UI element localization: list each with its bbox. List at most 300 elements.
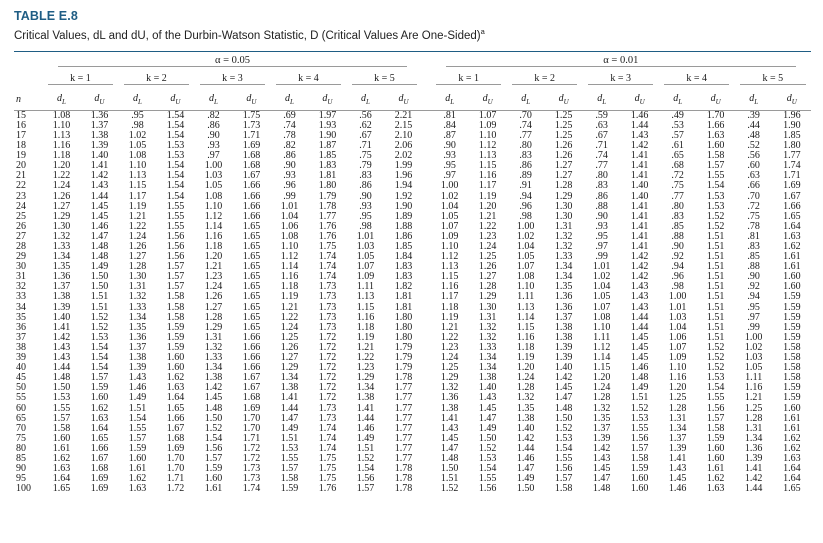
critical-value-cell: 1.45 [440,432,459,444]
k-spacer [14,69,42,89]
row-gap [423,191,431,201]
critical-value-cell: 1.27 [204,301,223,313]
critical-value-cell: 1.05 [204,180,223,192]
critical-value-cell: 1.73 [318,301,337,313]
critical-value-cell: 1.26 [280,341,299,353]
row-gap [423,292,431,302]
critical-value-cell: .61 [671,140,684,152]
critical-value-cell: 1.69 [90,473,109,485]
critical-value-cell: 1.44 [516,442,535,454]
critical-value-cell: .67 [359,129,372,141]
critical-value-cell: .49 [671,109,684,121]
critical-value-cell: 1.41 [630,241,649,252]
critical-value-cell: 1.43 [440,422,459,434]
critical-value-cell: 1.28 [744,412,763,424]
critical-value-cell: 1.89 [394,210,413,222]
critical-value-cell: .75 [671,180,684,192]
critical-value-cell: 1.25 [554,119,573,131]
critical-value-cell: 1.42 [630,261,649,273]
critical-value-cell: 1.94 [394,180,413,192]
row-gap [423,282,431,292]
critical-value-cell: 1.33 [554,251,573,263]
critical-value-cell: 1.65 [242,251,261,263]
critical-value-cell: 1.58 [52,422,71,434]
critical-value-cell: 1.39 [128,362,147,374]
k-label: k = 3 [200,73,265,85]
row-gap [423,110,431,121]
critical-value-cell: 1.24 [128,230,147,242]
critical-value-cell: 1.24 [478,241,497,252]
critical-value-cell: 1.55 [630,422,649,434]
critical-value-cell: 1.90 [394,200,413,212]
critical-value-cell: 2.06 [394,140,413,152]
critical-value-cell: 1.77 [783,150,801,162]
critical-value-cell: 1.31 [204,331,223,343]
table-body [14,110,811,494]
critical-value-cell: 1.65 [90,432,109,444]
critical-value-cell: 1.54 [706,382,725,394]
row-gap [423,141,431,151]
critical-value-cell: 1.80 [394,331,413,343]
du-header: $d_U$ [482,93,493,107]
critical-value-cell: 1.36 [52,271,71,283]
critical-value-cell: 1.13 [52,129,71,141]
row-gap [423,373,431,383]
critical-value-cell: 1.81 [318,170,337,182]
critical-value-cell: 1.64 [166,392,185,404]
critical-value-cell: 1.18 [440,301,459,313]
critical-value-cell: 1.58 [166,311,185,323]
dl-header: $d_L$ [445,93,455,107]
table-caption [14,27,811,42]
critical-value-cell: 1.53 [706,200,725,212]
critical-value-cell: 1.42 [554,372,573,384]
critical-value-cell: 1.12 [440,251,459,263]
critical-value-cell: 1.44 [52,362,71,374]
critical-value-cell: 1.28 [478,281,497,293]
critical-value-cell: 1.35 [592,412,611,424]
critical-value-cell: 1.45 [592,463,611,475]
critical-value-cell: 1.39 [554,341,573,353]
critical-value-cell: 1.52 [706,352,725,364]
critical-value-cell: 2.21 [394,109,413,121]
row-gap [423,363,431,373]
k-label: k = 4 [664,73,729,85]
critical-value-cell: 1.48 [554,402,573,414]
critical-value-cell: 1.38 [516,412,535,424]
critical-value-cell: 1.35 [128,321,147,333]
critical-value-cell: .97 [595,241,608,252]
critical-value-cell: 1.44 [356,412,375,424]
critical-value-cell: 1.24 [52,180,71,192]
critical-value-cell: 1.20 [478,200,497,212]
critical-value-cell: 1.10 [128,160,147,172]
critical-value-cell: 1.65 [242,301,261,313]
critical-value-cell: 1.36 [554,301,573,313]
critical-value-cell: 1.44 [630,119,649,131]
critical-value-cell: 1.61 [128,463,147,475]
critical-value-cell: 1.69 [242,402,261,414]
critical-value-cell: 1.66 [242,200,261,212]
critical-value-cell: 1.11 [593,331,611,343]
critical-value-cell: 1.60 [783,271,801,283]
critical-value-cell: 1.58 [783,362,801,374]
critical-value-cell: 1.54 [166,170,185,182]
critical-value-cell: 1.56 [166,241,185,252]
critical-value-cell: 1.32 [478,331,497,343]
sample-size-cell: 40 [16,362,26,374]
critical-value-cell: 1.74 [318,422,337,434]
critical-value-cell: 1.62 [783,442,801,454]
critical-value-cell: 1.37 [668,432,687,444]
row-gap [423,313,431,323]
critical-value-cell: 1.52 [630,402,649,414]
critical-value-cell: 1.40 [478,382,497,394]
critical-value-cell: 1.30 [52,220,71,232]
du-header: $d_U$ [322,93,333,107]
critical-value-cell: .72 [747,200,760,212]
critical-value-cell: 1.22 [478,220,497,232]
k-gap [423,69,431,89]
critical-value-cell: 1.58 [783,341,801,353]
critical-value-cell: 1.15 [592,362,611,374]
critical-value-cell: 1.04 [516,241,535,252]
critical-value-cell: 1.41 [630,220,649,232]
critical-value-cell: 1.66 [90,442,109,454]
critical-value-cell: 1.71 [783,170,801,182]
critical-value-cell: .95 [595,230,608,242]
critical-value-cell: 1.60 [166,362,185,374]
critical-value-cell: 1.42 [592,442,611,454]
critical-value-cell: 1.51 [706,291,725,303]
du-header: $d_U$ [246,93,257,107]
critical-value-cell: 1.07 [478,109,497,121]
critical-value-cell: 1.45 [630,352,649,364]
critical-value-cell: 1.62 [783,241,801,252]
du-header: $d_U$ [558,93,569,107]
critical-value-cell: 1.53 [280,442,299,454]
critical-value-cell: 1.29 [440,372,459,384]
critical-value-cell: 1.15 [478,160,497,172]
critical-value-cell: 1.06 [668,331,687,343]
critical-value-cell: 1.48 [90,241,109,252]
critical-value-cell: 1.77 [394,412,413,424]
critical-value-cell: 1.29 [204,321,223,333]
critical-value-cell: 1.08 [280,230,299,242]
sample-size-cell: 75 [16,432,26,444]
critical-value-cell: 1.60 [166,352,185,364]
critical-value-cell: 1.77 [394,402,413,414]
critical-value-cell: .62 [359,119,372,131]
critical-value-cell: 1.62 [52,452,71,464]
critical-value-cell: 1.78 [394,372,413,384]
critical-value-cell: 1.73 [318,281,337,293]
critical-value-cell: 1.53 [90,331,109,343]
critical-value-cell: 1.61 [52,442,71,454]
sample-size-cell: 50 [16,382,26,394]
du-header: $d_U$ [786,93,797,107]
critical-value-cell: 1.35 [516,402,535,414]
critical-value-cell: 1.16 [516,331,535,343]
sample-size-cell: 95 [16,473,26,485]
critical-value-cell: 1.28 [204,311,223,323]
critical-value-cell: 1.08 [516,271,535,283]
critical-value-cell: 1.43 [592,452,611,464]
critical-value-cell: 1.34 [52,251,71,263]
critical-value-cell: 1.54 [128,412,147,424]
row-gap [423,212,431,222]
critical-value-cell: 1.32 [128,291,147,303]
row-gap [423,403,431,413]
critical-value-cell: 1.70 [166,463,185,475]
critical-value-cell: 1.59 [166,321,185,333]
critical-value-cell: 2.15 [394,119,413,131]
critical-value-cell: 1.25 [440,362,459,374]
critical-value-cell: 1.02 [440,190,459,202]
critical-value-cell: .90 [671,241,684,252]
critical-value-cell: 1.53 [706,372,725,384]
critical-value-cell: 1.41 [440,412,459,424]
critical-value-cell: 1.01 [356,230,375,242]
critical-value-cell: 1.42 [516,432,535,444]
critical-value-cell: .97 [747,311,760,323]
critical-value-cell: 1.18 [204,241,223,252]
critical-value-cell: 1.18 [52,150,71,162]
critical-value-cell: 1.38 [52,291,71,303]
critical-value-cell: 1.45 [554,382,573,394]
critical-value-cell: 1.22 [128,220,147,232]
critical-value-cell: 1.16 [478,170,497,182]
critical-value-cell: 1.35 [554,281,573,293]
critical-value-cell: 1.21 [204,261,223,273]
critical-value-cell: 1.19 [280,291,299,303]
critical-value-cell: 1.75 [318,473,337,485]
critical-value-cell: 1.24 [440,352,459,364]
dl-header: $d_L$ [57,93,66,107]
critical-value-cell: 1.56 [630,432,649,444]
critical-value-cell: 1.47 [592,473,611,485]
critical-value-cell: 1.65 [242,311,261,323]
row-gap [423,272,431,282]
critical-value-cell: 1.63 [706,129,725,141]
caption-footnote-marker: a [480,27,485,36]
critical-value-cell: 1.58 [554,483,573,495]
critical-value-cell: .88 [595,200,608,212]
critical-value-cell: 1.79 [394,352,413,364]
critical-value-cell: 1.81 [394,301,413,313]
critical-value-cell: 1.60 [630,473,649,485]
critical-value-cell: 1.44 [744,483,763,495]
critical-value-cell: 1.31 [128,281,147,293]
critical-value-cell: 1.59 [706,432,725,444]
critical-value-cell: 1.21 [128,210,147,222]
critical-value-cell: 1.52 [356,452,375,464]
sample-size-cell: 39 [16,352,26,364]
k-header-cell [507,69,583,89]
critical-value-cell: 1.66 [706,119,725,131]
critical-value-cell: 1.10 [668,362,687,374]
critical-value-cell: .94 [519,190,532,202]
row-gap [423,353,431,363]
critical-value-cell: 1.56 [204,442,223,454]
critical-value-cell: 1.05 [356,251,375,263]
critical-value-cell: 1.74 [318,271,337,283]
critical-value-cell: 1.07 [440,220,459,232]
critical-value-cell: 1.46 [630,362,649,374]
critical-value-cell: .93 [207,140,220,152]
sample-size-cell: 31 [16,271,26,283]
critical-value-cell: 1.64 [783,463,801,475]
sample-size-cell: 28 [16,241,26,252]
row-gap [423,474,431,484]
critical-value-cell: 1.28 [554,180,573,192]
critical-value-cell: 1.21 [744,392,763,404]
critical-value-cell: 1.20 [516,362,535,374]
sample-size-cell: 26 [16,220,26,232]
critical-value-cell: 1.07 [516,261,535,273]
critical-value-cell: 1.19 [356,331,375,343]
critical-value-cell: 1.51 [356,442,375,454]
durbin-watson-table [14,51,811,494]
critical-value-cell: 1.64 [783,473,801,485]
sample-size-cell: 25 [16,210,26,222]
critical-value-cell: .93 [283,170,296,182]
critical-value-cell: 1.45 [204,392,223,404]
critical-value-cell: 1.42 [744,473,763,485]
critical-value-cell: 1.73 [242,119,261,131]
critical-value-cell: 1.51 [706,241,725,252]
k-header-cell [346,69,422,89]
critical-value-cell: 1.51 [128,402,147,414]
critical-value-cell: 1.55 [166,220,185,232]
caption-text: Critical Values, dL and dU, of the Durbin-Watson Statistic, D (Critical Values Are One-Sided) [14,29,481,42]
critical-value-cell: 1.67 [242,170,261,182]
critical-value-cell: 1.53 [166,150,185,162]
critical-value-cell: 1.54 [356,463,375,475]
critical-value-cell: 1.66 [242,331,261,343]
critical-value-cell: 1.72 [318,382,337,394]
critical-value-cell: 1.72 [318,341,337,353]
critical-value-cell: 1.00 [516,220,535,232]
critical-value-cell: 1.47 [516,463,535,475]
critical-value-cell: 1.10 [592,321,611,333]
critical-value-cell: 1.18 [516,341,535,353]
critical-value-cell: 1.38 [90,129,109,141]
critical-value-cell: 1.21 [440,321,459,333]
critical-value-cell: 1.22 [356,352,375,364]
critical-value-cell: 1.93 [318,119,337,131]
critical-value-cell: 1.34 [744,432,763,444]
critical-value-cell: 1.21 [280,301,299,313]
critical-value-cell: 1.15 [356,301,375,313]
critical-value-cell: 1.27 [280,352,299,364]
critical-value-cell: 1.64 [52,473,71,485]
critical-value-cell: 1.36 [554,291,573,303]
critical-value-cell: 1.38 [128,352,147,364]
critical-value-cell: 1.67 [166,422,185,434]
critical-value-cell: 1.92 [394,190,413,202]
k-header-cell [118,69,194,89]
critical-value-cell: 1.10 [516,281,535,293]
critical-value-cell: 1.50 [52,382,71,394]
critical-value-cell: 1.86 [394,230,413,242]
critical-value-cell: 1.51 [706,261,725,273]
critical-value-cell: 1.57 [52,412,71,424]
critical-value-cell: 1.78 [394,483,413,495]
critical-value-cell: 1.21 [356,341,375,353]
critical-value-cell: 1.99 [394,160,413,172]
critical-value-cell: .77 [595,160,608,172]
sample-size-cell: 20 [16,160,26,172]
critical-value-cell: 1.55 [706,170,725,182]
critical-value-cell: 1.33 [478,341,497,353]
critical-value-cell: .79 [359,160,372,172]
critical-value-cell: 1.74 [318,261,337,273]
critical-value-cell: .83 [595,180,608,192]
critical-value-cell: 1.44 [630,321,649,333]
critical-value-cell: 1.71 [242,129,261,141]
critical-value-cell: 1.57 [166,271,185,283]
critical-value-cell: 1.48 [90,251,109,263]
critical-value-cell: 1.51 [440,473,459,485]
critical-value-cell: 1.26 [204,291,223,303]
critical-value-cell: 1.66 [242,210,261,222]
critical-value-cell: 1.41 [630,170,649,182]
critical-value-cell: 1.49 [280,422,299,434]
critical-value-cell: 1.47 [90,230,109,242]
critical-value-cell: 1.37 [90,119,109,131]
critical-value-cell: 1.52 [90,311,109,323]
critical-value-cell: 1.10 [204,200,223,212]
critical-value-cell: 1.60 [783,402,801,414]
critical-value-cell: 1.26 [554,140,573,152]
critical-value-cell: 1.31 [668,412,687,424]
critical-value-cell: 1.57 [166,281,185,293]
critical-value-cell: 1.61 [204,483,223,495]
critical-value-cell: .98 [519,210,532,222]
critical-value-cell: 1.39 [592,432,611,444]
critical-value-cell: 1.34 [478,362,497,374]
critical-value-cell: .90 [283,160,296,172]
critical-value-cell: 1.26 [554,150,573,162]
critical-value-cell: .83 [359,170,372,182]
critical-value-cell: 1.78 [394,473,413,485]
critical-value-cell: 1.04 [440,200,459,212]
sample-size-cell: 70 [16,422,26,434]
critical-value-cell: 1.59 [783,382,801,394]
critical-value-cell: 1.80 [318,180,337,192]
k-label: k = 4 [276,73,341,85]
critical-value-cell: .89 [519,170,532,182]
critical-value-cell: 1.43 [478,392,497,404]
critical-value-cell: 1.69 [783,180,801,192]
critical-value-cell: 1.77 [394,432,413,444]
sample-size-cell: 15 [16,109,26,121]
critical-value-cell: 1.72 [318,331,337,343]
critical-value-cell: 1.54 [554,442,573,454]
critical-value-cell: 1.40 [516,422,535,434]
critical-value-cell: 1.52 [706,220,725,232]
critical-value-cell: 1.72 [318,372,337,384]
critical-value-cell: 1.42 [630,251,649,263]
critical-value-cell: .77 [671,190,684,202]
row-gap [423,262,431,272]
critical-value-cell: 1.60 [706,140,725,152]
row-gap [423,424,431,434]
row-gap [423,414,431,424]
critical-value-cell: 1.73 [318,321,337,333]
sample-size-cell: 19 [16,150,26,162]
